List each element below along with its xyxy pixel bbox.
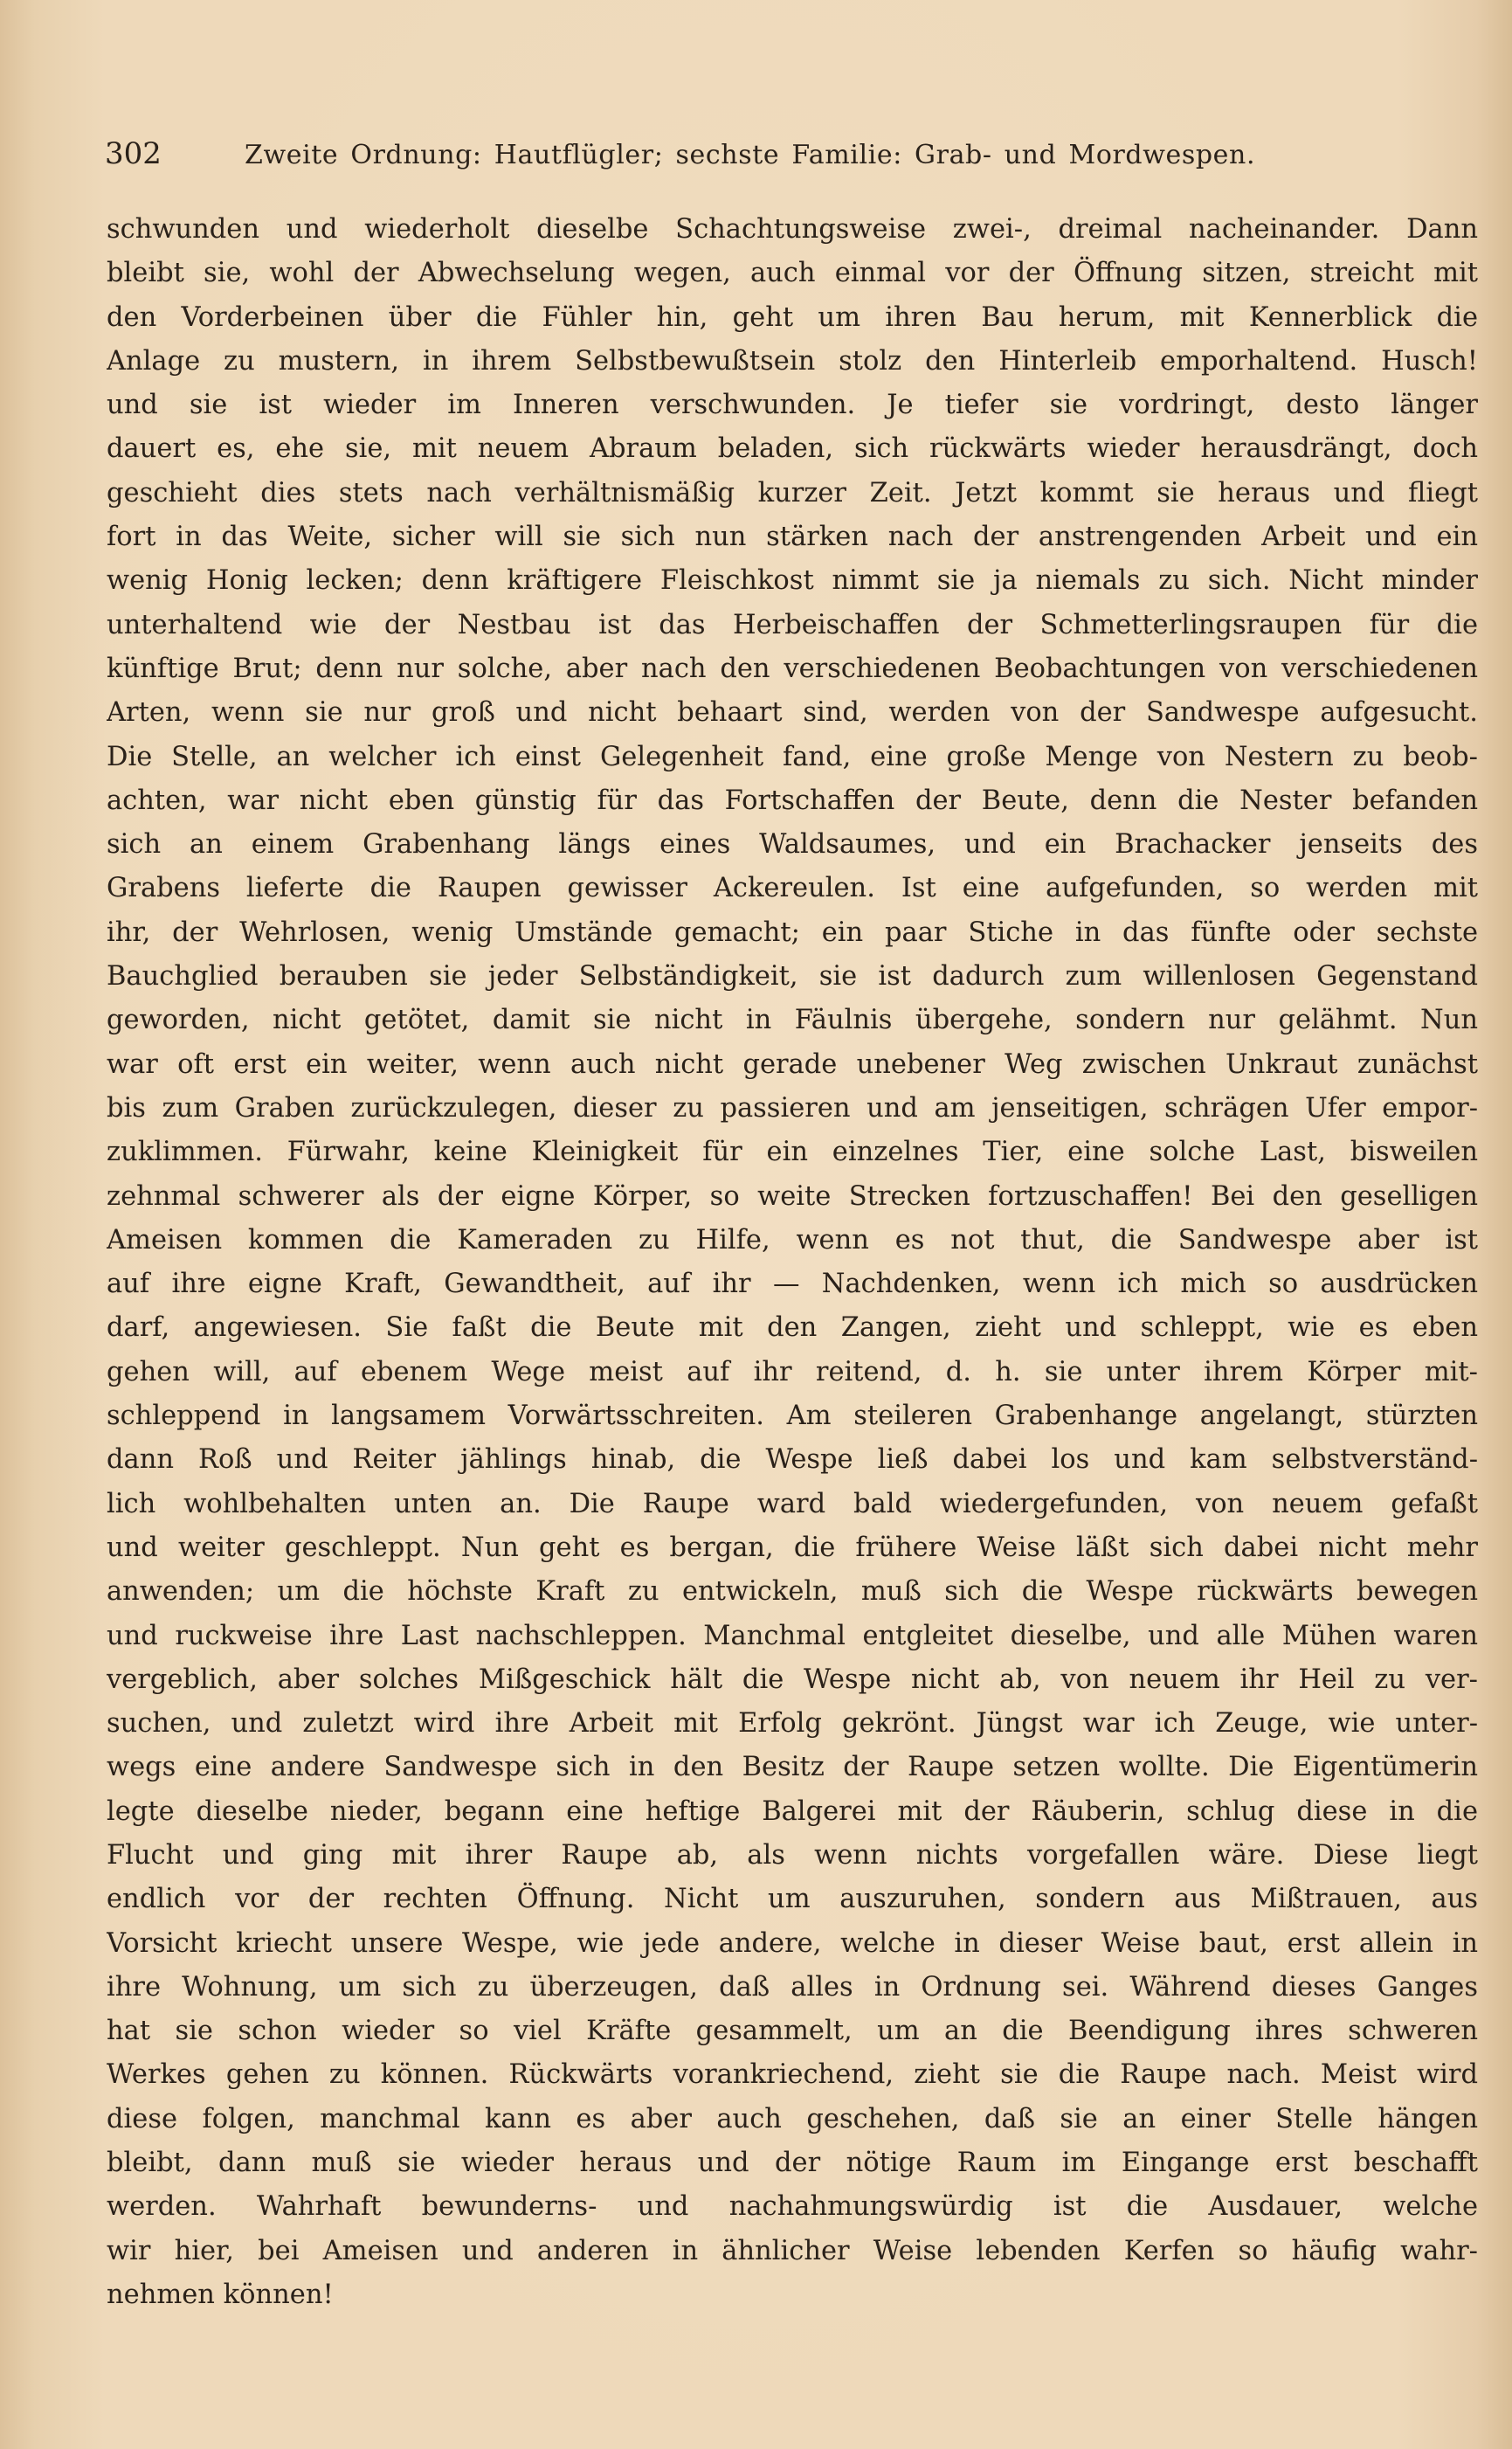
text-line: zehnmal schwerer als der eigne Körper, so weite Strecken fortzuschaffen! Bei den geselligen	[107, 1180, 1478, 1212]
text-line: sich an einem Grabenhang längs eines Waldsaumes, und ein Brachacker jenseits des	[107, 829, 1478, 861]
text-line: diese folgen, manchmal kann es aber auch geschehen, daß sie an einer Stelle hängen	[107, 2103, 1478, 2134]
text-line: endlich vor der rechten Öffnung. Nicht um auszuruhen, sondern aus Mißtrauen, aus	[107, 1884, 1478, 1915]
text-line: bis zum Graben zurückzulegen, dieser zu passieren und am jenseitigen, schrägen Ufer empor-	[107, 1092, 1478, 1124]
text-line: Bauchglied berauben sie jeder Selbständigkeit, sie ist dadurch zum willenlosen Gegenstand	[107, 961, 1478, 993]
text-line: ihre Wohnung, um sich zu überzeugen, daß alles in Ordnung sei. Während dieses Ganges	[107, 1971, 1478, 2003]
text-line: ihr, der Wehrlosen, wenig Umstände gemacht; ein paar Stiche in das fünfte oder sechste	[107, 917, 1478, 948]
text-line: wir hier, bei Ameisen und anderen in ähnlicher Weise lebenden Kerfen so häufig wahr-	[107, 2235, 1478, 2266]
text-line: achten, war nicht eben günstig für das Fortschaffen der Beute, denn die Nester befanden	[107, 785, 1478, 816]
text-line: hat sie schon wieder so viel Kräfte gesammelt, um an die Beendigung ihres schweren	[107, 2016, 1478, 2047]
text-line: lich wohlbehalten unten an. Die Raupe ward bald wiedergefunden, von neuem gefaßt	[107, 1488, 1478, 1519]
text-line: Anlage zu mustern, in ihrem Selbstbewußtsein stolz den Hinterleib emporhaltend. Husch!	[107, 345, 1478, 377]
text-line: Arten, wenn sie nur groß und nicht behaart sind, werden von der Sandwespe aufgesucht.	[107, 697, 1478, 729]
text-line: dann Roß und Reiter jählings hinab, die Wespe ließ dabei los und kam selbstverständ-	[107, 1444, 1478, 1476]
text-line: wegs eine andere Sandwespe sich in den Besitz der Raupe setzen wollte. Die Eigentümerin	[107, 1752, 1478, 1783]
text-line: fort in das Weite, sicher will sie sich nun stärken nach der anstrengenden Arbeit und ein	[107, 522, 1478, 553]
text-line: Ameisen kommen die Kameraden zu Hilfe, wenn es not thut, die Sandwespe aber ist	[107, 1224, 1478, 1256]
text-line: wenig Honig lecken; denn kräftigere Fleischkost nimmt sie ja niemals zu sich. Nicht minder	[107, 565, 1478, 597]
text-line: Flucht und ging mit ihrer Raupe ab, als wenn nichts vorgefallen wäre. Diese liegt	[107, 1839, 1478, 1871]
text-line: den Vorderbeinen über die Fühler hin, geht um ihren Bau herum, mit Kennerblick die	[107, 301, 1478, 333]
text-line: schwunden und wiederholt dieselbe Schachtungsweise zwei-, dreimal nacheinander. Dann	[107, 214, 1478, 245]
body-text	[107, 208, 1478, 2317]
text-line: legte dieselbe nieder, begann eine heftige Balgerei mit der Räuberin, schlug diese in die	[107, 1795, 1478, 1827]
text-line: Die Stelle, an welcher ich einst Gelegenheit fand, eine große Menge von Nestern zu beob-	[107, 741, 1478, 772]
text-line: und weiter geschleppt. Nun geht es bergan, die frühere Weise läßt sich dabei nicht mehr	[107, 1532, 1478, 1563]
page-number: 302	[105, 136, 162, 171]
running-head	[105, 136, 1406, 175]
text-line: werden. Wahrhaft bewunderns- und nachahmungswürdig ist die Ausdauer, welche	[107, 2191, 1478, 2223]
text-line: vergeblich, aber solches Mißgeschick hält die Wespe nicht ab, von neuem ihr Heil zu ver-	[107, 1664, 1478, 1695]
text-line: und sie ist wieder im Inneren verschwunden. Je tiefer sie vordringt, desto länger	[107, 390, 1478, 421]
text-line: schleppend in langsamem Vorwärtsschreiten. Am steileren Grabenhange angelangt, stürzten	[107, 1401, 1478, 1432]
text-line: und ruckweise ihre Last nachschleppen. Manchmal entgleitet dieselbe, und alle Mühen waren	[107, 1620, 1478, 1651]
text-line: suchen, und zuletzt wird ihre Arbeit mit Erfolg gekrönt. Jüngst war ich Zeuge, wie unter-	[107, 1708, 1478, 1740]
running-head-title: Zweite Ordnung: Hautflügler; sechste Familie: Grab- und Mordwespen.	[245, 140, 1256, 170]
text-line: bleibt sie, wohl der Abwechselung wegen, auch einmal vor der Öffnung sitzen, streicht mit	[107, 258, 1478, 289]
text-line: war oft erst ein weiter, wenn auch nicht gerade unebener Weg zwischen Unkraut zunächst	[107, 1048, 1478, 1080]
text-line: unterhaltend wie der Nestbau ist das Herbeischaffen der Schmetterlingsraupen für die	[107, 609, 1478, 640]
text-line: Grabens lieferte die Raupen gewisser Ackereulen. Ist eine aufgefunden, so werden mit	[107, 873, 1478, 904]
text-line: geworden, nicht getötet, damit sie nicht in Fäulnis übergehe, sondern nur gelähmt. Nun	[107, 1005, 1478, 1036]
text-line: anwenden; um die höchste Kraft zu entwickeln, muß sich die Wespe rückwärts bewegen	[107, 1576, 1478, 1608]
text-line: zuklimmen. Fürwahr, keine Kleinigkeit für ein einzelnes Tier, eine solche Last, bisweilen	[107, 1137, 1478, 1168]
text-line: auf ihre eigne Kraft, Gewandtheit, auf ihr — Nachdenken, wenn ich mich so ausdrücken	[107, 1269, 1478, 1300]
text-line: dauert es, ehe sie, mit neuem Abraum beladen, sich rückwärts wieder herausdrängt, doch	[107, 433, 1478, 465]
text-line: gehen will, auf ebenem Wege meist auf ihr reitend, d. h. sie unter ihrem Körper mit-	[107, 1356, 1478, 1387]
text-line: Vorsicht kriecht unsere Wespe, wie jede andere, welche in dieser Weise baut, erst allein in	[107, 1927, 1478, 1959]
text-line: geschieht dies stets nach verhältnismäßig kurzer Zeit. Jetzt kommt sie heraus und fliegt	[107, 477, 1478, 508]
text-line: Werkes gehen zu können. Rückwärts vorankriechend, zieht sie die Raupe nach. Meist wird	[107, 2059, 1478, 2091]
text-line: künftige Brut; denn nur solche, aber nach den verschiedenen Beobachtungen von verschiedenen	[107, 653, 1478, 684]
text-line: bleibt, dann muß sie wieder heraus und der nötige Raum im Eingange erst beschafft	[107, 2148, 1478, 2179]
text-line: darf, angewiesen. Sie faßt die Beute mit den Zangen, zieht und schleppt, wie es eben	[107, 1312, 1478, 1344]
text-line: nehmen können!	[107, 2279, 334, 2310]
